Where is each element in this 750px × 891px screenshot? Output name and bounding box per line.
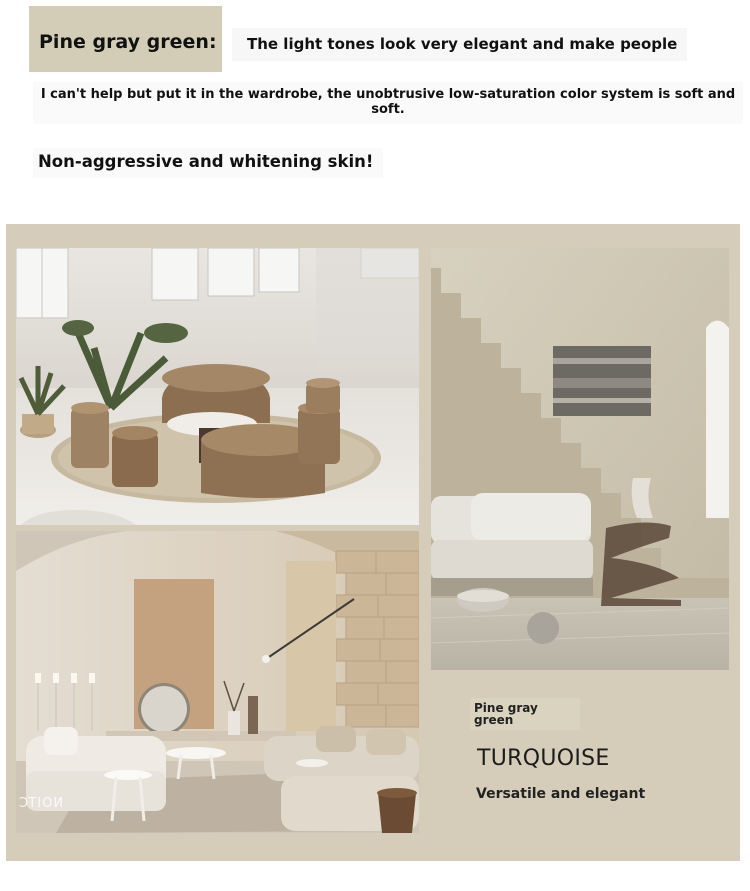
- photo-watermark: NOITC: [18, 796, 64, 811]
- headline-text: The light tones look very elegant and make people: [247, 35, 678, 53]
- title-tag: Pine gray green:: [39, 31, 217, 53]
- color-name-caption: Pine gray green: [474, 701, 538, 727]
- photo-stone-wall-living-room: [16, 531, 419, 833]
- photo-stair-wall-sofa: [431, 248, 729, 670]
- color-description-caption: Versatile and elegant: [476, 786, 646, 802]
- paragraph-text: I can't help but put it in the wardrobe, the unobtrusive low-saturation color system is soft and soft.: [40, 87, 736, 117]
- color-code-caption: TURQUOISE: [477, 746, 610, 771]
- tagline-text: Non-aggressive and whitening skin!: [38, 152, 374, 171]
- photo-round-seating-room: [16, 248, 419, 525]
